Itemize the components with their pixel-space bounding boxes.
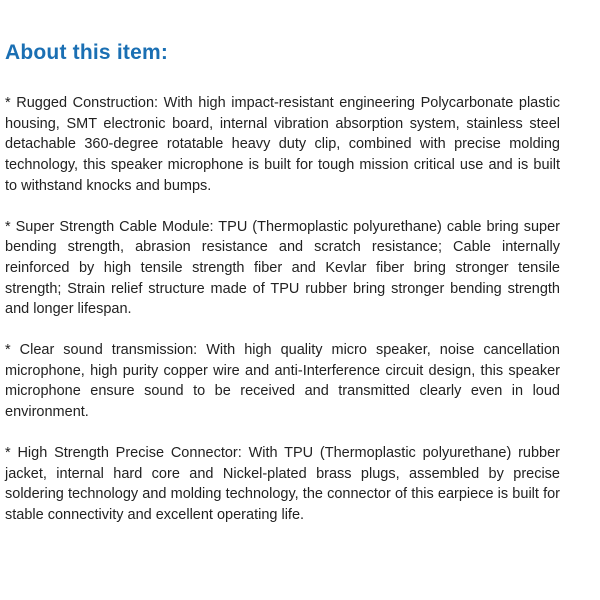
feature-precise-connector: * High Strength Precise Connector: With TPU (Thermoplastic polyurethane) rubber jacket, internal hard core and Nickel-plated brass plugs, assembled by precise soldering technology and molding technology, the connector of this earpiece is built for stable connectivity and excellent operating life.: [5, 444, 560, 523]
feature-rugged-construction: * Rugged Construction: With high impact-resistant engineering Polycarbonate plastic housing, SMT electronic board, internal vibration absorption system, stainless steel detachable 360-degree rotatable heavy duty clip, combined with precise molding technology, this speaker microphone is built for tough mission critical use and is built to withstand knocks and bumps.: [5, 95, 560, 194]
feature-clear-sound: * Clear sound transmission: With high quality micro speaker, noise cancellation microphone, high purity copper wire and anti-Interference circuit design, this speaker microphone ensure sound to be received and transmitted clearly even in loud environment.: [5, 342, 560, 421]
section-heading: About this item:: [5, 41, 169, 64]
feature-cable-module: * Super Strength Cable Module: TPU (Thermoplastic polyurethane) cable bring super bending strength, abrasion resistance and scratch resistance; Cable internally reinforced by high tensile strength fiber and Kevlar fiber bring stronger tensile strength; Strain relief structure made of TPU rubber bring stronger bending strength and longer lifespan.: [5, 218, 560, 318]
